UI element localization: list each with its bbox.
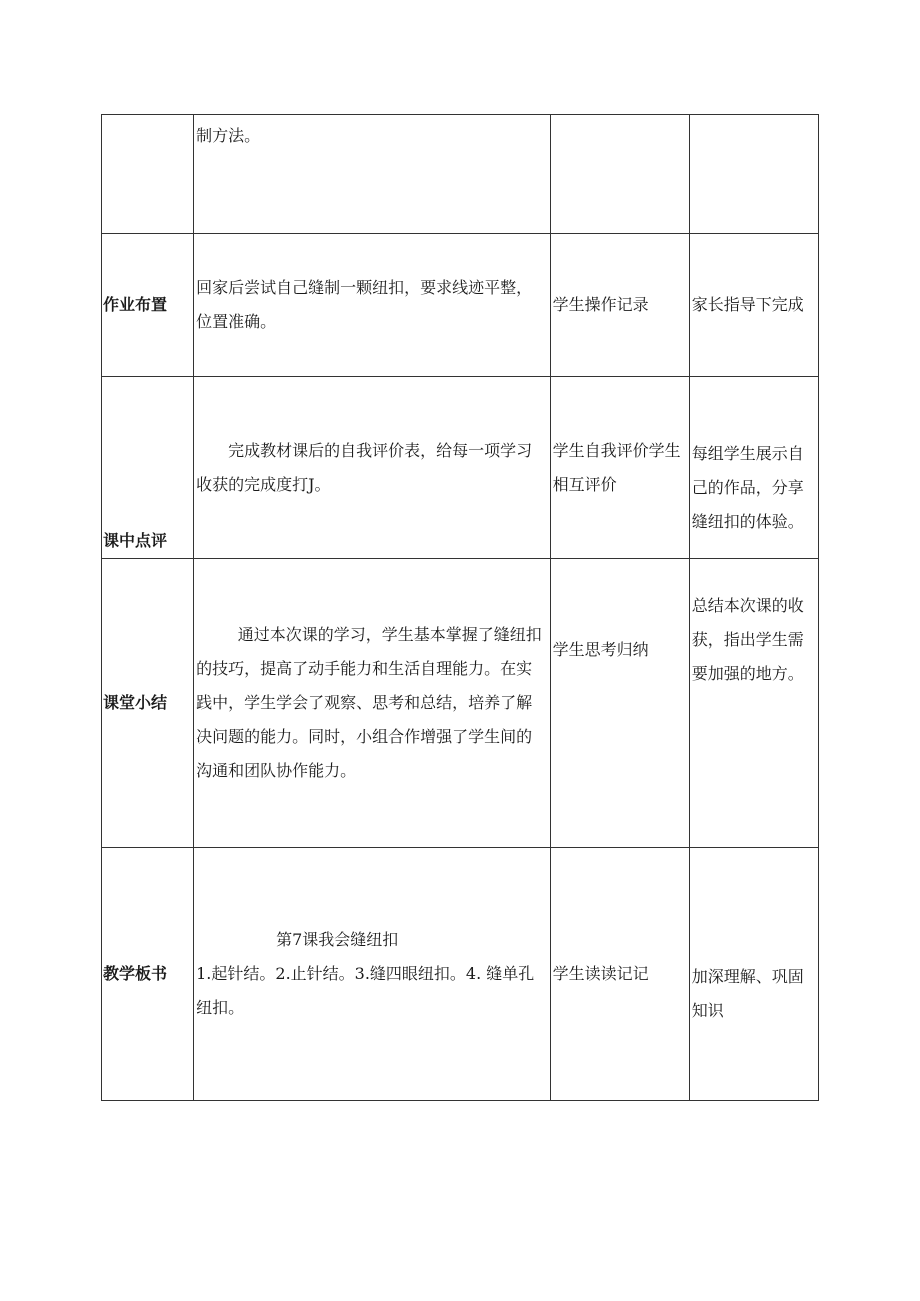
blackboard-title: 第7课我会缝纽扣	[276, 930, 399, 949]
row-content	[194, 848, 550, 1101]
row-content: 完成教材课后的自我评价表，给每一项学习收获的完成度打J。	[194, 377, 550, 559]
row-label: 课堂小结	[102, 559, 194, 848]
row-student-activity: 学生读读记记	[550, 848, 689, 1101]
row-content: 回家后尝试自己缝制一颗纽扣，要求线迹平整，位置准确。	[194, 234, 550, 377]
row-label: 作业布置	[102, 234, 194, 377]
row-label	[102, 115, 194, 234]
row-student-activity: 学生自我评价学生相互评价	[550, 377, 689, 559]
lesson-plan-table	[101, 114, 819, 1101]
row-design-intent: 家长指导下完成	[689, 234, 818, 377]
row-design-intent	[689, 115, 818, 234]
row-label: 教学板书	[102, 848, 194, 1101]
table-row-lesson-summary	[102, 559, 819, 848]
row-design-intent: 加深理解、巩固知识	[689, 848, 818, 1101]
table-row-blackboard	[102, 848, 819, 1101]
row-content: 通过本次课的学习，学生基本掌握了缝纽扣的技巧，提高了动手能力和生活自理能力。在实践中，学生学会了观察、思考和总结，培养了解决问题的能力。同时，小组合作增强了学生间的沟通和团队协作能力。	[194, 559, 550, 848]
table-row-in-class-review	[102, 377, 819, 559]
row-design-intent: 每组学生展示自己的作品，分享缝纽扣的体验。	[689, 377, 818, 559]
row-student-activity	[550, 559, 689, 848]
row-label: 课中点评	[102, 377, 194, 559]
blackboard-points: 1.起针结。2.止针结。3.缝四眼纽扣。4. 缝单孔纽扣。	[196, 964, 535, 1017]
table-row-continuation	[102, 115, 819, 234]
row-student-activity: 学生操作记录	[550, 234, 689, 377]
student-activity-text: 学生思考归纳	[552, 640, 649, 659]
row-content: 制方法。	[194, 115, 550, 234]
table-row-homework	[102, 234, 819, 377]
row-student-activity	[550, 115, 689, 234]
row-design-intent: 总结本次课的收获，指出学生需要加强的地方。	[689, 559, 818, 848]
